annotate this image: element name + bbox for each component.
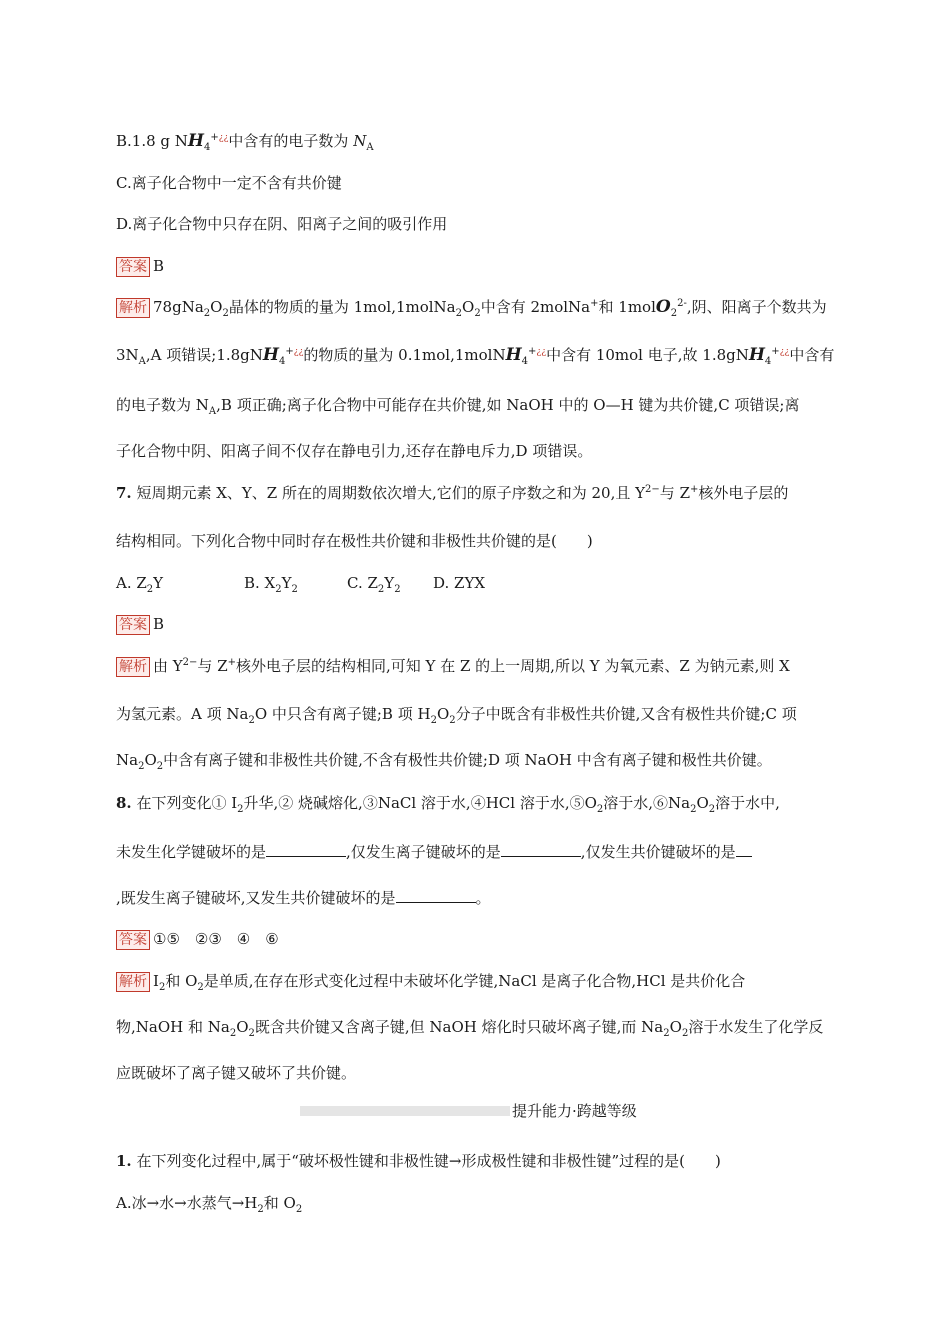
fill-blank-1[interactable] (266, 840, 346, 857)
answer-tag: 答案 (116, 257, 150, 277)
question-number: 7. (116, 484, 132, 502)
q8-analysis-line-3: 应既破坏了离子键又破坏了共价键。 (116, 1064, 357, 1082)
section-title: 提升能力·跨越等级 (512, 1102, 637, 1120)
q8-analysis-line-1: 解析 $I_2$和 $O_2$是单质,在存在形式变化过程中未破坏化学键,NaCl 是离子化合物,HCl 是共价化合 (116, 970, 745, 992)
answer-value: ①⑤ ②③ ④ ⑥ (153, 930, 279, 948)
q8-stem-line-3: ,既发生离子键破坏,又发生共价键破坏的是 。 (116, 886, 491, 909)
q8-stem-line-1: 8. 在下列变化① $I_2$升华,② 烧碱熔化,③NaCl 溶于水,④HCl 溶于水$,⑤O_2$溶于水$,⑥Na_2O_2$溶于水中, (116, 794, 780, 815)
q7-options (116, 572, 485, 594)
answer-tag: 答案 (116, 615, 150, 635)
fill-blank-4[interactable] (396, 886, 476, 903)
q6-option-b: B.1.8 g $NH_4^{+¿¿}$中含有的电子数为 $N_A$ (116, 131, 374, 153)
q7-stem-line-1: 7. 短周期元素 X、Y、Z 所在的周期数依次增大,它们的原子序数之和为 20,且 $Y^{2-}$与 Z+核外电子层的 (116, 484, 789, 502)
analysis-tag: 解析 (116, 657, 150, 677)
p1-option-a: A.冰→水→水蒸气$\to H_2$和 $O_2$ (116, 1194, 303, 1215)
q6-analysis-line-3: 的电子数为 $N_A,B$ 项正确;离子化合物中可能存在共价键,如 NaOH 中的 O—H 键为共价键,C 项错误;离 (116, 396, 800, 417)
analysis-tag: 解析 (116, 298, 150, 318)
question-number: 1. (116, 1152, 132, 1170)
q8-answer (116, 928, 279, 950)
q7-option-d: D. ZYX (433, 574, 486, 592)
question-number: 8. (116, 794, 132, 812)
q6-analysis-line-1: 解析 $78gNa_2O_2$晶体的物质的量为 $1mol,1molNa_2O_2$中含有 2molNa+和 1molO$_2^{2-}$,阴、阳离子个数共为 (116, 296, 827, 318)
answer-value: B (153, 257, 165, 275)
q7-analysis-line-3: $Na_2O_2$中含有离子键和非极性共价键,不含有极性共价键;D 项 NaOH 中含有离子键和极性共价键。 (116, 751, 772, 772)
q6-analysis-line-2: $3N_A,A$ 项错误;1.8gNH$_4$+¿¿的物质的量为 0.1mol,1molNH$_4$+¿¿中含有 10mol 电子,故 1.8gNH$_4$+¿¿中含有 (116, 345, 835, 367)
q7-option-b: B. $X_2Y_2$ (244, 574, 298, 595)
q8-analysis-line-2: 物,NaOH 和 $Na_2O_2$既含共价键又含离子键,但 NaOH 熔化时只破坏离子键,而 $Na_2O_2$溶于水发生了化学反 (116, 1018, 824, 1039)
q6-answer (116, 255, 164, 277)
q7-answer (116, 613, 164, 635)
q7-analysis-line-2: 为氢元素。A 项 $Na_2O$ 中只含有离子键;B 项 $H_2O_2$分子中既含有非极性共价键,又含有极性共价键;C 项 (116, 705, 797, 726)
q6-option-d: D.离子化合物中只存在阴、阳离子之间的吸引作用 (116, 215, 448, 233)
answer-value: B (153, 615, 165, 633)
fill-blank-3[interactable] (736, 840, 752, 857)
q7-option-a: A. $Z_2Y$ (116, 574, 164, 595)
analysis-tag: 解析 (116, 972, 150, 992)
q7-option-c: C. $Z_2Y_2$ (347, 574, 401, 595)
section-bar (300, 1106, 510, 1116)
q8-stem-line-2: 未发生化学键破坏的是 ,仅发生离子键破坏的是 ,仅发生共价键破坏的是 (116, 840, 752, 863)
q7-analysis-line-1: 解析 由 $Y^{2-}$与 Z+核外电子层的结构相同,可知 Y 在 Z 的上一周期,所以 Y 为氧元素、Z 为钠元素,则 X (116, 655, 790, 677)
q7-stem-line-2: 结构相同。下列化合物中同时存在极性共价键和非极性共价键的是( ) (116, 532, 593, 550)
fill-blank-2[interactable] (501, 840, 581, 857)
answer-tag: 答案 (116, 930, 150, 950)
p1-stem: 1. 在下列变化过程中,属于“破坏极性键和非极性键→形成极性键和非极性键”过程的是( ) (116, 1152, 721, 1170)
section-header (300, 1100, 660, 1122)
q6-option-c: C.离子化合物中一定不含有共价键 (116, 174, 342, 192)
q6-analysis-line-4: 子化合物中阴、阳离子间不仅存在静电引力,还存在静电斥力,D 项错误。 (116, 442, 593, 460)
